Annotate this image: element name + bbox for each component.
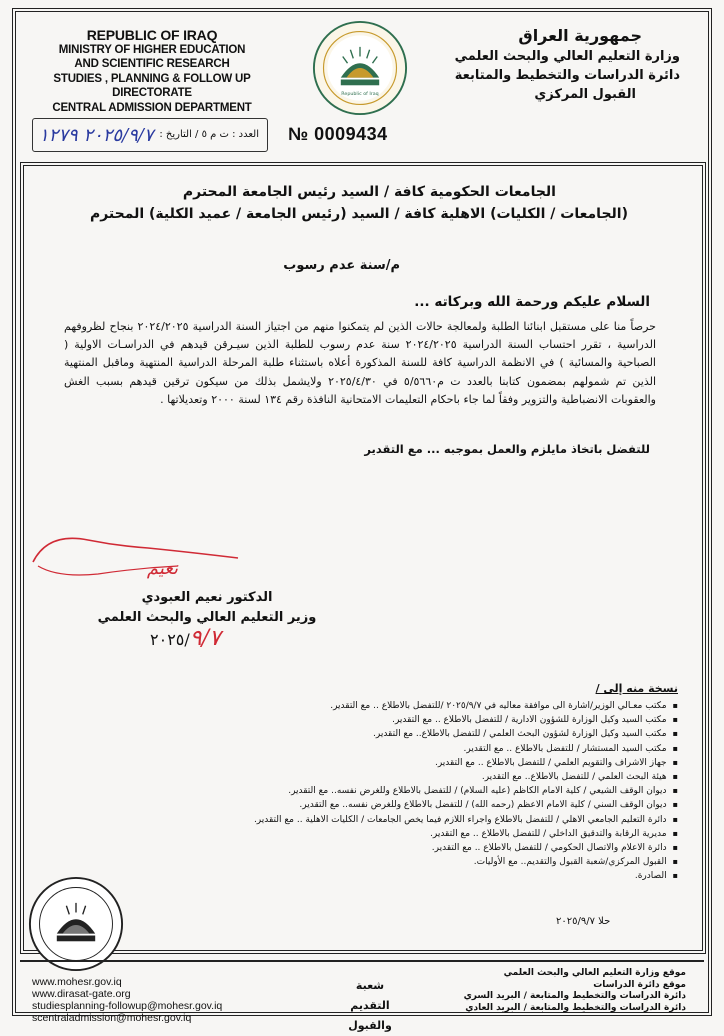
arabic-header-line: وزارة التعليم العالي والبحث العلمي bbox=[454, 49, 680, 64]
footer-labels bbox=[464, 968, 686, 1014]
serial-value: 0009434 bbox=[314, 124, 388, 144]
copy-recipient: ▪ دائرة الاعلام والاتصال الحكومي / للتفضل بالاطلاع .. مع التقدير. bbox=[254, 841, 678, 855]
copy-recipient: ▪ القبول المركزي/شعبة القبول والتقديم.. مع الأوليات. bbox=[254, 855, 678, 869]
signature-date bbox=[150, 626, 221, 651]
footer-link[interactable]: www.dirasat-gate.org bbox=[32, 988, 131, 1000]
signature-date-printed: ٢٠٢٥/ bbox=[150, 630, 190, 649]
initials-date: حلا ٢٠٢٥/٩/٧ bbox=[556, 916, 611, 927]
signatory-title: وزير التعليم العالي والبحث العلمي bbox=[97, 610, 317, 625]
footer-link[interactable]: www.mohesr.gov.iq bbox=[32, 976, 122, 988]
ministry-seal-icon bbox=[312, 20, 408, 116]
english-header-line: CENTRAL ADMISSION DEPARTMENT bbox=[52, 101, 252, 114]
copy-recipient: ▪ الصادرة. bbox=[254, 869, 678, 883]
footer-department-line: التقديم والقبول bbox=[348, 999, 392, 1032]
footer-label: موقع وزارة التعليم العالي والبحث العلمي bbox=[503, 968, 686, 978]
arabic-header-line: جمهورية العراق bbox=[518, 26, 642, 45]
letter-body bbox=[64, 318, 656, 409]
copy-recipient: ▪ هيئة البحث العلمي / للتفضل بالاطلاع.. مع التقدير. bbox=[254, 770, 678, 784]
signature-scribble-icon bbox=[28, 522, 248, 592]
footer-divider bbox=[20, 960, 704, 962]
footer-label: موقع دائرة الدراسات bbox=[593, 979, 686, 990]
serial-number bbox=[288, 124, 388, 145]
addressee-line: (الجامعات / الكليات) الاهلية كافة / السيد (رئيس الجامعة / عميد الكلية) المحترم bbox=[89, 206, 628, 222]
letter-body-text: حرصاً منا على مستقبل ابنائنا الطلبة ولمعالجة حالات الذين لم يتمكنوا منهم من اجتياز السنة الدراسية ٢٠٢٤/٢٠٢٥ بنجاح لظروفهم الدراسية ، تقرر احتساب السنة الدراسية ٢٠٢٤/٢٠٢٥ سنة عدم رسوب للطلبة الذين سيـرقن قيدهم في الدراسـات الاولية ( الصباحية والمسائية ) في الانظمة الدراسية كافة للسنة المذكورة أعلاه باستثناء طلبة المرحلة الدراسية المنتهية وماقبل المنتهية الذين تم شمولهم بمضمون كتابنا بالعدد ت م٥/٥٦٦٠ في ٢٠٢٥/٤/٣٠ ولايشمل بذلك من سيكون ترقين قيدهم بسبب الغش والعقوبات الانضباطية والتزوير وفقاً لما جاء باحكام التعليمات الامتحانية النافذة رقم ١٣٤ لسنة ٢٠٠٠ وتعديلاتها . bbox=[64, 320, 656, 406]
english-header-line: AND SCIENTIFIC RESEARCH bbox=[74, 58, 230, 71]
reference-box bbox=[32, 118, 268, 152]
copy-recipient: ▪ مكتب السيد وكيل الوزارة لشؤون البحث العلمي / للتفضل بالاطلاع.. مع التقدير. bbox=[254, 727, 678, 741]
copies-title: نسخة منه إلى / bbox=[595, 682, 678, 695]
reference-label: العدد : ت م ٥ / التاريخ : bbox=[159, 129, 259, 140]
copy-recipient: ▪ دائرة التعليم الجامعي الاهلي / للتفضل بالاطلاع واجراء اللازم فيما يخص الجامعات / الكليات الاهلية .. مع التقدير. bbox=[254, 813, 678, 827]
letter-subject: م/سنة عدم رسوب bbox=[283, 258, 400, 273]
english-header-line: STUDIES , PLANNING & FOLLOW UP DIRECTORATE bbox=[53, 72, 251, 100]
copies-list bbox=[254, 699, 678, 884]
english-header-line: REPUBLIC OF IRAQ bbox=[86, 27, 218, 43]
copy-recipient: ▪ مديرية الرقابة والتدقيق الداخلي / للتفضل بالاطلاع .. مع التقدير. bbox=[254, 827, 678, 841]
copy-recipient: ▪ ديوان الوقف السني / كلية الامام الاعظم (رحمه الله) / للتفضل بالاطلاع وللغرض نفسه.. مع التقدير. bbox=[254, 798, 678, 812]
copy-recipient: ▪ مكتب السيد المستشار / للتفضل بالاطلاع .. مع التقدير. bbox=[254, 742, 678, 756]
footer-email[interactable]: studiesplanning-followup@mohesr.gov.iq bbox=[32, 1000, 223, 1012]
english-header-line: MINISTRY OF HIGHER EDUCATION bbox=[58, 43, 246, 56]
addressee-line: الجامعات الحكومية كافة / السيد رئيس الجامعة المحترم bbox=[182, 184, 556, 200]
serial-prefix: № bbox=[288, 124, 309, 144]
signature-text: نعيم bbox=[146, 558, 178, 579]
english-letterhead bbox=[26, 28, 278, 116]
copy-recipient: ▪ ديوان الوقف الشيعي / كلية الامام الكاظم (عليه السلام) / للتفضل بالاطلاع وللغرض نفسه.. مع التقدير. bbox=[254, 784, 678, 798]
footer-email[interactable]: scentraladmission@mohesr.gov.iq bbox=[32, 1012, 192, 1024]
copy-recipient: ▪ جهاز الاشراف والتقويم العلمي / للتفضل بالاطلاع .. مع التقدير. bbox=[254, 756, 678, 770]
footer-department bbox=[330, 976, 410, 1036]
letter-greeting: السلام عليكم ورحمة الله وبركاته ... bbox=[414, 294, 650, 310]
arabic-header-line: القبول المركزي bbox=[534, 87, 636, 102]
copy-recipient: ▪ مكتب السيد وكيل الوزارة للشؤون الادارية / للتفضل بالاطلاع .. مع التقدير. bbox=[254, 713, 678, 727]
footer-seal-icon bbox=[28, 876, 124, 972]
footer-department-line: شعبة bbox=[355, 979, 385, 992]
arabic-header-line: دائرة الدراسات والتخطيط والمتابعة bbox=[454, 68, 680, 83]
handwritten-reference-number: ٢٠٢٥/٩/٧ ١٢٧٩ bbox=[39, 125, 154, 146]
footer-contacts bbox=[32, 976, 222, 1024]
footer-label: دائرة الدراسات والتخطيط والمتابعة / البريد السري bbox=[463, 991, 686, 1002]
signatory-block bbox=[92, 588, 322, 628]
footer-label: دائرة الدراسات والتخطيط والمتابعة / البريد العادي bbox=[465, 1002, 686, 1013]
signature-date-handwritten: ٩/٧ bbox=[189, 626, 221, 651]
signatory-name: الدكتور نعيم العبودي bbox=[141, 590, 273, 605]
copy-recipient: ▪ مكتب معـالي الوزير/اشارة الى موافقة معاليه في ٢٠٢٥/٩/٧ /للتفضل بالاطلاع .. مع التقدير. bbox=[254, 699, 678, 713]
arabic-letterhead bbox=[430, 26, 680, 106]
seal-subtext: Republic of Iraq bbox=[341, 91, 379, 97]
letter-closing: للتفضل باتخاذ مايلزم والعمل بموجبه ... مع التقدير bbox=[364, 442, 650, 456]
